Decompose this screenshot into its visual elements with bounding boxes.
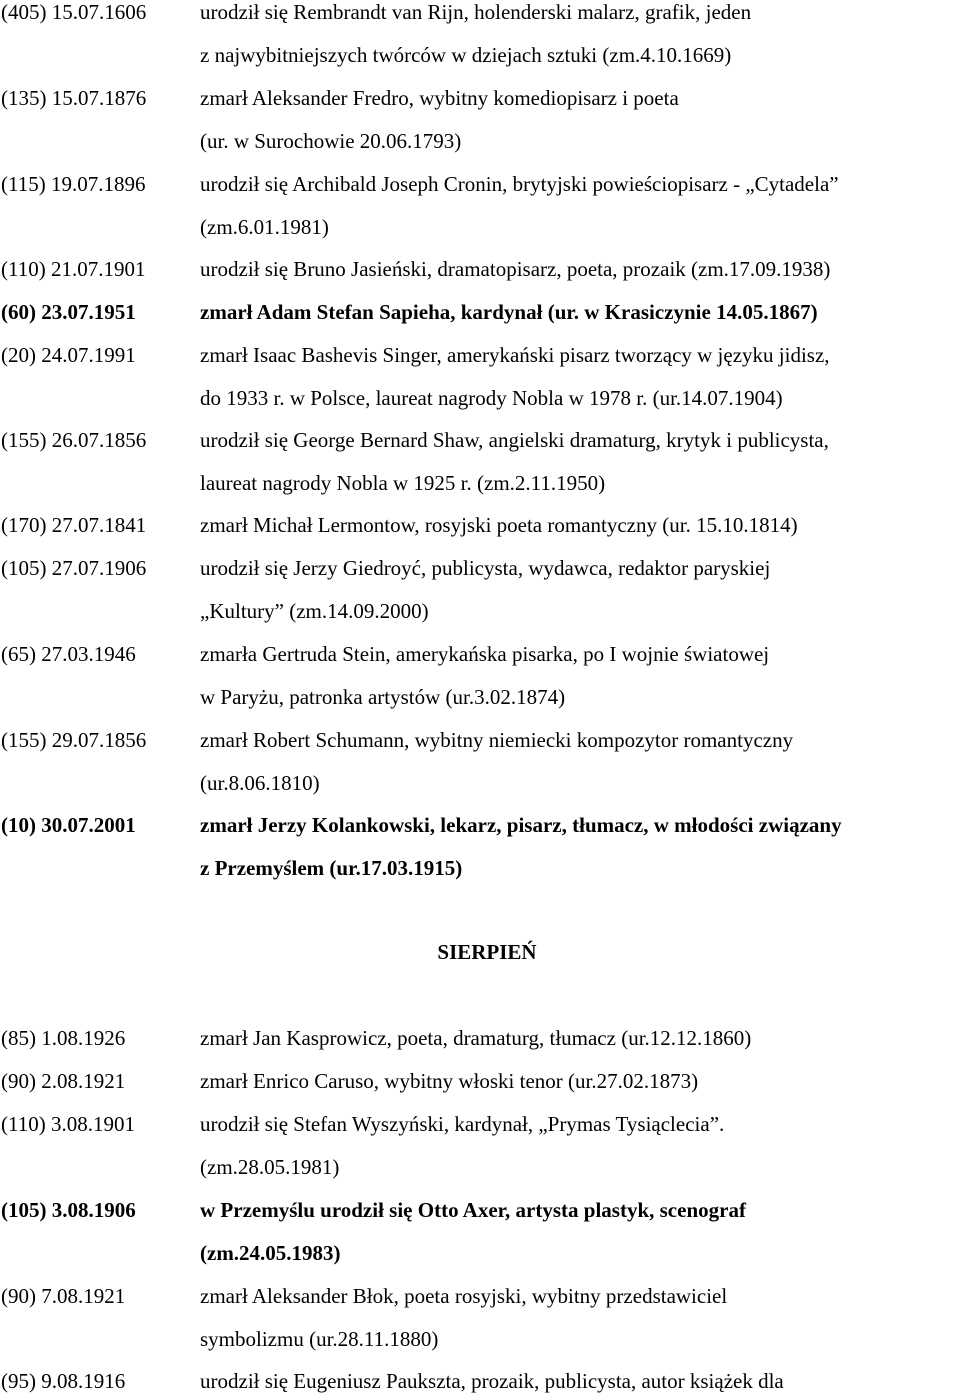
entry-text: zmarł Jerzy Kolankowski, lekarz, pisarz, tłumacz, w młodości związany	[200, 813, 842, 837]
entry-text: (ur. w Surochowie 20.06.1793)	[200, 129, 462, 153]
entry-date: (170) 27.07.1841	[1, 513, 147, 537]
entry-date: (60) 23.07.1951	[1, 300, 136, 324]
entry-text: zmarł Aleksander Błok, poeta rosyjski, wybitny przedstawiciel	[200, 1284, 728, 1308]
entry-text: zmarł Jan Kasprowicz, poeta, dramaturg, tłumacz (ur.12.12.1860)	[200, 1026, 752, 1050]
entry-date: (90) 7.08.1921	[1, 1284, 126, 1308]
entry-date: (110) 3.08.1901	[1, 1112, 135, 1136]
entry-date: (405) 15.07.1606	[1, 0, 147, 24]
entry-text: „Kultury” (zm.14.09.2000)	[200, 599, 429, 623]
entry-text: urodził się George Bernard Shaw, angielski dramaturg, krytyk i publicysta,	[200, 428, 829, 452]
entry-date: (110) 21.07.1901	[1, 257, 146, 281]
entry-text: laureat nagrody Nobla w 1925 r. (zm.2.11.1950)	[200, 471, 606, 495]
entry-text: urodził się Rembrandt van Rijn, holenderski malarz, grafik, jeden	[200, 0, 752, 24]
entry-date: (105) 27.07.1906	[1, 556, 147, 580]
entry-date: (155) 26.07.1856	[1, 428, 147, 452]
entry-text: urodził się Archibald Joseph Cronin, brytyjski powieściopisarz - „Cytadela”	[200, 172, 839, 196]
entry-date: (155) 29.07.1856	[1, 728, 147, 752]
entry-text: z Przemyślem (ur.17.03.1915)	[200, 856, 463, 880]
entry-text: zmarł Isaac Bashevis Singer, amerykański pisarz tworzący w języku jidisz,	[200, 343, 830, 367]
entry-text: urodził się Eugeniusz Paukszta, prozaik, publicysta, autor książek dla	[200, 1369, 784, 1393]
entry-text: zmarł Robert Schumann, wybitny niemiecki kompozytor romantyczny	[200, 728, 794, 752]
entry-text: zmarł Michał Lermontow, rosyjski poeta romantyczny (ur. 15.10.1814)	[200, 513, 798, 537]
entry-text: z najwybitniejszych twórców w dziejach sztuki (zm.4.10.1669)	[200, 43, 732, 67]
entry-date: (90) 2.08.1921	[1, 1069, 126, 1093]
entry-text: (zm.28.05.1981)	[200, 1155, 340, 1179]
entry-text: zmarła Gertruda Stein, amerykańska pisarka, po I wojnie światowej	[200, 642, 770, 666]
section-heading: SIERPIEŃ	[437, 940, 537, 964]
entry-text: (zm.24.05.1983)	[200, 1241, 341, 1265]
entry-date: (20) 24.07.1991	[1, 343, 136, 367]
entry-date: (85) 1.08.1926	[1, 1026, 126, 1050]
entry-text: zmarł Aleksander Fredro, wybitny komediopisarz i poeta	[200, 86, 679, 110]
entry-text: zmarł Adam Stefan Sapieha, kardynał (ur. w Krasiczynie 14.05.1867)	[200, 300, 818, 324]
entry-date: (135) 15.07.1876	[1, 86, 147, 110]
entry-text: w Paryżu, patronka artystów (ur.3.02.1874)	[200, 685, 566, 709]
entry-date: (115) 19.07.1896	[1, 172, 146, 196]
entry-text: urodził się Jerzy Giedroyć, publicysta, wydawca, redaktor paryskiej	[200, 556, 771, 580]
entry-text: do 1933 r. w Polsce, laureat nagrody Nobla w 1978 r. (ur.14.07.1904)	[200, 386, 783, 410]
entry-date: (65) 27.03.1946	[1, 642, 136, 666]
entry-text: w Przemyślu urodził się Otto Axer, artysta plastyk, scenograf	[200, 1198, 746, 1222]
entry-text: (zm.6.01.1981)	[200, 215, 329, 239]
entry-text: symbolizmu (ur.28.11.1880)	[200, 1327, 439, 1351]
entry-date: (95) 9.08.1916	[1, 1369, 126, 1393]
entry-text: urodził się Bruno Jasieński, dramatopisarz, poeta, prozaik (zm.17.09.1938)	[200, 257, 831, 281]
entry-date: (10) 30.07.2001	[1, 813, 136, 837]
entry-date: (105) 3.08.1906	[1, 1198, 136, 1222]
entry-text: urodził się Stefan Wyszyński, kardynał, „Prymas Tysiąclecia”.	[200, 1112, 725, 1136]
entry-text: (ur.8.06.1810)	[200, 771, 320, 795]
entry-text: zmarł Enrico Caruso, wybitny włoski tenor (ur.27.02.1873)	[200, 1069, 699, 1093]
